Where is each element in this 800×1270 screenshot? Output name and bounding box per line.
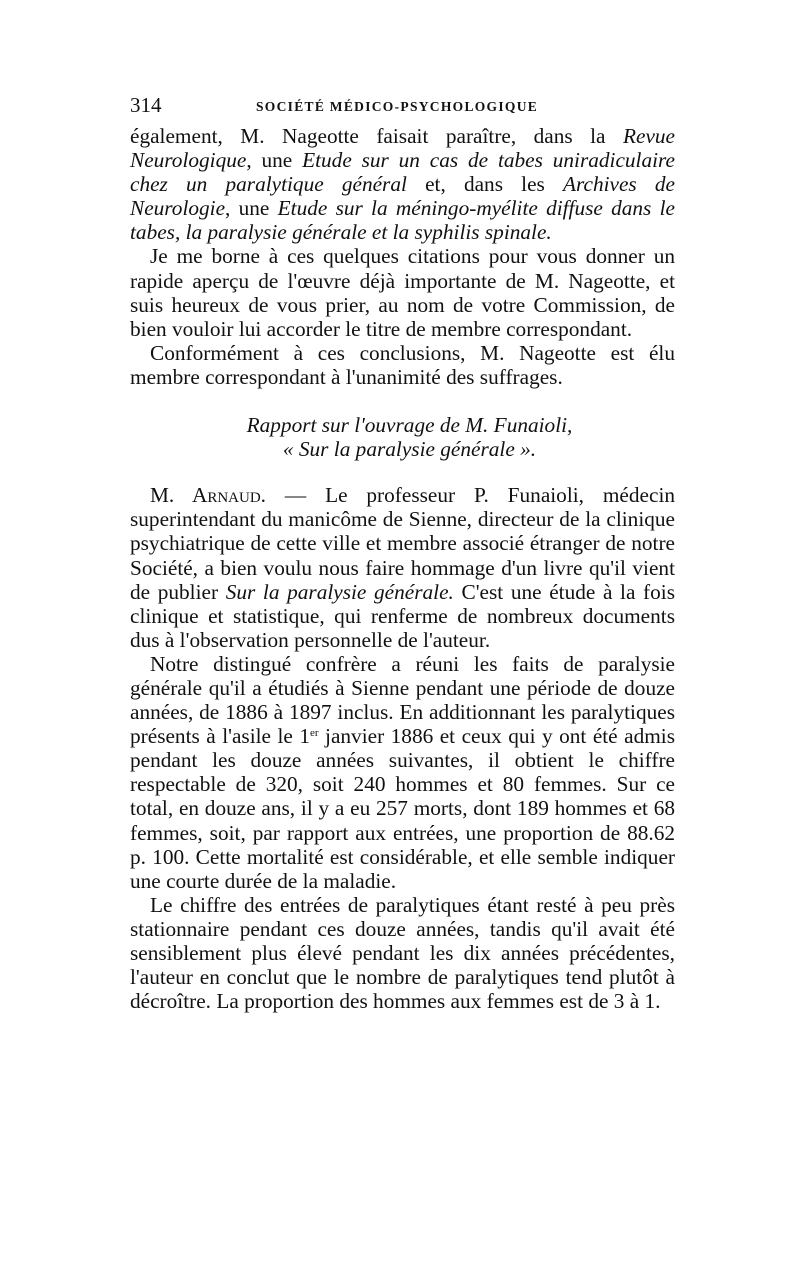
section-subtitle: « Sur la paralysie générale ». xyxy=(282,437,537,462)
section-title: Rapport sur l'ouvrage de M. Funaioli, xyxy=(246,413,573,438)
paragraph-conclusion: Le chiffre des entrées de paralytiques étant resté à peu près stationnaire pendant ces douze années, tandis qu'il avait été sensiblement plus élevé pendant les dix années précédentes, l'auteur en conclut que le nombre de paralytiques tend plutôt à décroître. La proportion des hommes aux femmes est de 3 à 1. xyxy=(130,892,675,1014)
running-title: SOCIÉTÉ MÉDICO-PSYCHOLOGIQUE xyxy=(256,99,539,114)
paragraph-proposal: Je me borne à ces quelques citations pour vous donner un rapide aperçu de l'œuvre déjà importante de M. Nageotte, et suis heureux de vous prier, au nom de votre Commission, de bien vouloir lui accorder le titre de membre correspondant. xyxy=(130,244,675,341)
speaker-name: M. Arnaud. xyxy=(150,483,267,508)
page-body xyxy=(130,124,675,1013)
paragraph-nageotte-works: également, M. Nageotte faisait paraître, dans la Revue Neurologique, une Etude sur un cas de tabes uniradiculaire chez un paralytique général et, dans les Archives de Neurologie, une Etude sur la méningo-myélite diffuse dans le tabes, la paralysie générale et la syphilis spinale. xyxy=(130,124,675,245)
paragraph-statistics: Notre distingué confrère a réuni les faits de paralysie générale qu'il a étudiés à Sienne pendant une période de douze années, de 1886 à 1897 inclus. En additionnant les paralytiques présents à l'asile le 1er janvier 1886 et ceux qui y ont été admis pendant les douze années suivantes, il obtient le chiffre respectable de 320, soit 240 hommes et 80 femmes. Sur ce total, en douze ans, il y a eu 257 morts, dont 189 hommes et 68 femmes, soit, par rapport aux entrées, une proportion de 88.62 p. 100. Cette mortalité est considérable, et elle semble indiquer une courte durée de la maladie. xyxy=(130,651,675,893)
paragraph-election: Conformément à ces conclusions, M. Nageotte est élu membre correspondant à l'unanimité des suffrages. xyxy=(130,340,675,389)
page-number: 314 xyxy=(130,93,162,117)
paragraph-arnaud-report: M. Arnaud. — Le professeur P. Funaioli, médecin superintendant du manicôme de Sienne, directeur de la clinique psychiatrique de cette ville et membre associé étranger de notre Société, a bien voulu nous faire hommage d'un livre qu'il vient de publier Sur la paralysie générale. C'est une étude à la fois clinique et statistique, qui renferme de nombreux documents dus à l'observation personnelle de l'auteur. xyxy=(130,483,676,652)
